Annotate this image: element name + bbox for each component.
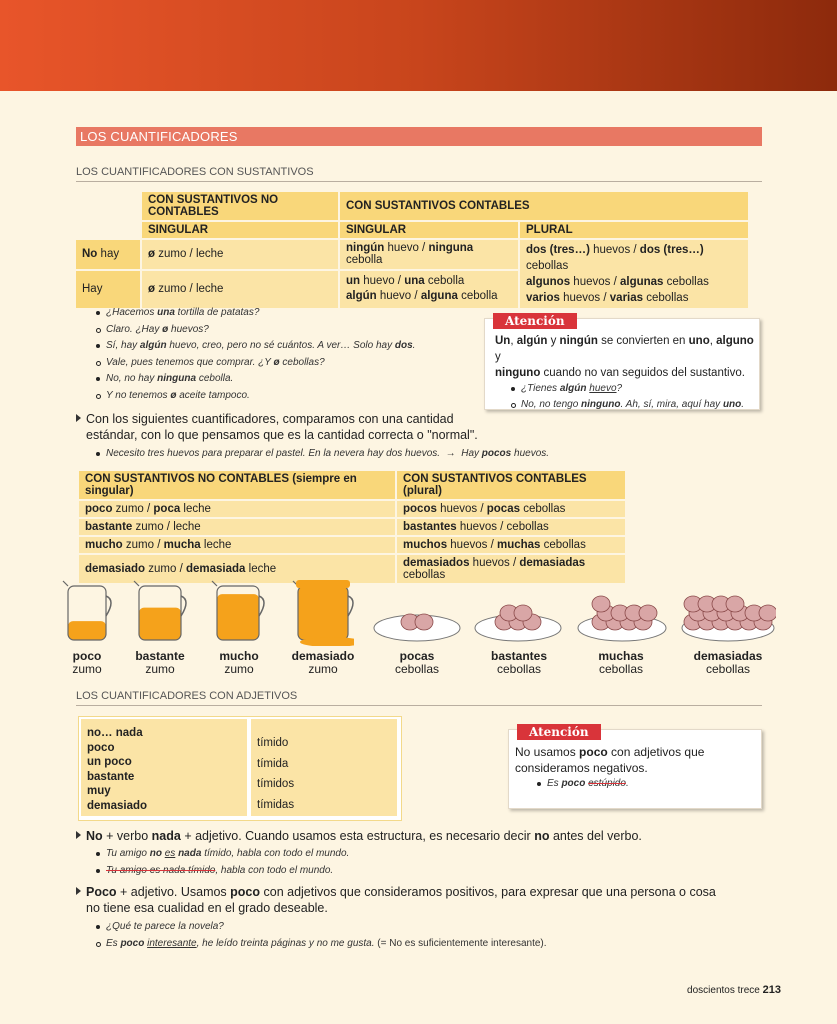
explanation-standard-quantity: Con los siguientes cuantificadores, comparamos con una cantidad estándar, con lo que pensamos que es la cantidad correcta o "normal". [76, 411, 478, 443]
adjective-item: tímido [257, 737, 289, 749]
onion-plate-icon [576, 578, 668, 646]
attention-tag: Atención [517, 724, 601, 740]
quantifiers-standard-table [77, 469, 627, 585]
dialog-examples [94, 305, 415, 404]
quantifier-item: bastante [87, 770, 135, 783]
attention-box-poco [508, 725, 762, 809]
header-plural: PLURAL [520, 222, 748, 238]
juice-jug-icon [292, 578, 354, 646]
attention-example: ¿Tienes algún huevo? [509, 381, 771, 397]
header-singular-contables: SINGULAR [340, 222, 518, 238]
row-label-no-hay: No hay [76, 240, 140, 269]
illustration-caption: demasiadas cebollas [693, 649, 763, 676]
dialog-line: Vale, pues tenemos que comprar. ¿Y ø cebollas? [94, 355, 415, 372]
header-singular: SINGULAR [142, 222, 338, 238]
quantifier-list [87, 726, 147, 814]
quantifier-item: muy [87, 785, 111, 798]
cell-no-contables: bastante zumo / leche [79, 519, 395, 535]
table-row [79, 519, 625, 535]
adjective-item: tímidos [257, 778, 295, 790]
header-no-contables: CON SUSTANTIVOS NO CONTABLES [142, 192, 338, 220]
dialog-line: Sí, hay algún huevo, creo, pero no sé cuántos. A ver… Solo hay dos. [94, 338, 415, 355]
page-number: 213 [762, 984, 781, 996]
examples-poco-adjetivo: ¿Qué te parece la novela? Es poco interesante, he leído treinta páginas y no me gusta. (= No es suficientemente interesante). [94, 919, 547, 952]
subsection-title-nouns: LOS CUANTIFICADORES CON SUSTANTIVOS [76, 166, 762, 182]
illustration-caption: pocas cebollas [394, 649, 440, 676]
cell-contables: pocos huevos / pocas cebollas [397, 501, 625, 517]
dialog-line: Claro. ¿Hay ø huevos? [94, 322, 415, 339]
quantifier-item: demasiado [87, 799, 148, 812]
cell-plural: dos (tres…) huevos / dos (tres…) cebollas algunos huevos / algunas cebollas varios huevos / varias cebollas [520, 240, 748, 308]
cell-no-contables: demasiado zumo / demasiada leche [79, 555, 395, 583]
row-label-hay: Hay [76, 271, 140, 308]
adjective-item: tímidas [257, 798, 295, 811]
quantifier-item: no… nada [87, 727, 143, 739]
illustration-caption: mucho zumo [219, 649, 259, 676]
attention-example: No, no tengo ninguno. Ah, sí, mira, aquí hay uno. [509, 397, 771, 413]
attention-text: No usamos poco con adjetivos que consideramos negativos. Es poco estúpido. [515, 744, 704, 792]
cell-no-hay-singular: ningún huevo / ninguna cebolla [340, 240, 518, 269]
juice-jug-icon [211, 578, 265, 646]
cell-no-contables: mucho zumo / mucha leche [79, 537, 395, 553]
explanation-poco-adjetivo: Poco + adjetivo. Usamos poco con adjetivos que consideramos positivos, para expresar que una persona o cosa no tiene esa cualidad en el grado deseable. [76, 884, 716, 916]
attention-text: Un, algún y ningún se convierten en uno, alguno y ninguno cuando no van seguidos del sustantivo. ¿Tienes algún huevo? No, no tengo ninguno. Ah, sí, mira, aquí hay uno. [495, 333, 757, 413]
illustration-caption: muchas cebollas [598, 649, 644, 676]
illustration-caption: poco zumo [72, 649, 102, 676]
cell-no-hay-no-contables: ø zumo / leche [142, 240, 338, 269]
header-no-contables-singular: CON SUSTANTIVOS NO CONTABLES (siempre en singular) [79, 471, 395, 499]
quantifiers-nouns-table [74, 190, 750, 310]
cell-contables: demasiados huevos / demasiadas cebollas [397, 555, 625, 583]
example-pocos: Necesito tres huevos para preparar el pastel. En la nevera hay dos huevos. → Hay pocos huevos. [94, 446, 549, 463]
cell-no-contables: poco zumo / poca leche [79, 501, 395, 517]
header-contables-plural: CON SUSTANTIVOS CONTABLES (plural) [397, 471, 625, 499]
juice-jug-icon [133, 578, 187, 646]
attention-tag: Atención [493, 313, 577, 329]
quantifier-item: un poco [87, 756, 132, 769]
juice-jug-icon [62, 578, 112, 646]
dialog-line: ¿Hacemos una tortilla de patatas? [94, 305, 415, 322]
attention-example: Es poco estúpido. [535, 776, 724, 792]
subsection-title-adjectives: LOS CUANTIFICADORES CON ADJETIVOS [76, 690, 762, 706]
cell-hay-no-contables: ø zumo / leche [142, 271, 338, 308]
examples-no-nada: Tu amigo no es nada tímido, habla con todo el mundo. Tu amigo es nada tímido, habla con todo el mundo. [94, 846, 349, 879]
adjective-item: tímida [257, 757, 289, 770]
page-footer: doscientos trece 213 [687, 984, 781, 996]
table-row [79, 537, 625, 553]
quantifier-item: poco [87, 741, 115, 754]
illustration-caption: bastante zumo [135, 649, 185, 676]
adjective-list [257, 733, 294, 815]
dialog-line: No, no hay ninguna cebolla. [94, 371, 415, 388]
dialog-line: Y no tenemos ø aceite tampoco. [94, 388, 415, 405]
explanation-no-nada: No + verbo nada + adjetivo. Cuando usamos esta estructura, es necesario decir no antes del verbo. [76, 828, 642, 844]
cell-contables: bastantes huevos / cebollas [397, 519, 625, 535]
illustration-caption: demasiado zumo [291, 649, 355, 676]
onion-plate-icon [680, 578, 776, 646]
attention-box-indefinites [484, 314, 760, 410]
adjective-quantifiers-box [78, 716, 402, 821]
onion-plate-icon [473, 578, 563, 646]
cell-hay-singular: un huevo / una cebolla algún huevo / alguna cebolla [340, 271, 518, 308]
section-title: LOS CUANTIFICADORES [76, 127, 762, 146]
header-contables: CON SUSTANTIVOS CONTABLES [340, 192, 748, 220]
illustration-caption: bastantes cebollas [490, 649, 548, 676]
cell-contables: muchos huevos / muchas cebollas [397, 537, 625, 553]
onion-plate-icon [372, 578, 462, 646]
table-row [79, 501, 625, 517]
top-banner [0, 0, 837, 91]
